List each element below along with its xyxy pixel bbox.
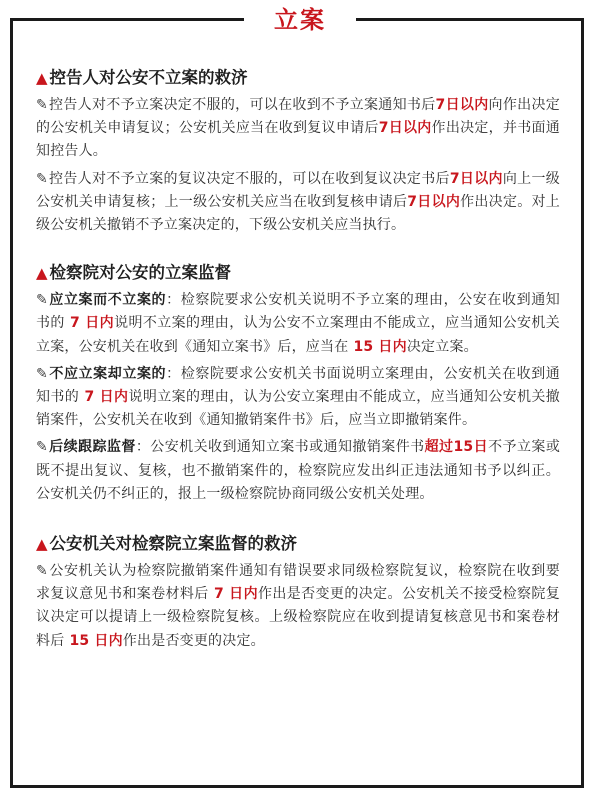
- deadline-highlight: 7 日内: [64, 315, 115, 332]
- text-run: 作出决定。对上级公安机关撤销不予立案决定的，下级公安机关应当执行。: [36, 193, 560, 234]
- text-run: 作出是否变更的决定。: [122, 632, 265, 649]
- section-heading-text: 公安机关对检察院立案监督的救济: [49, 534, 298, 554]
- text-run: ：检察院要求公安机关说明不予立案的理由，公安在收到通知书的: [36, 292, 560, 332]
- triangle-icon: ▲: [36, 264, 48, 283]
- text-run: 控告人对不予立案决定不服的，可以在收到不予立案通知书后: [48, 97, 436, 113]
- paragraph-lead: 后续跟踪监督: [48, 439, 136, 456]
- deadline-highlight: 7日以内: [407, 193, 461, 210]
- text-run: 决定立案。: [406, 338, 478, 355]
- text-run: 说明不立案的理由，认为公安不立案理由不能成立，应当通知公安机关立案，公安机关在收到《通知立案书》后，应当在: [36, 315, 561, 355]
- deadline-highlight: 7日以内: [449, 170, 503, 187]
- section-heading-text: 控告人对公安不立案的救济: [49, 68, 248, 87]
- section-police-remedy: [36, 532, 560, 653]
- paragraph: [36, 560, 560, 653]
- text-run: 作出决定，并书面通知控告人。: [36, 120, 560, 160]
- deadline-highlight: 7日以内: [435, 97, 489, 113]
- pencil-icon: ✎: [36, 439, 48, 456]
- section-heading: [36, 532, 560, 556]
- pencil-icon: ✎: [36, 170, 48, 187]
- deadline-highlight: 15 日内: [348, 338, 407, 355]
- text-run: 不予立案或既不提出复议、复核，也不撤销案件的，检察院应发出纠正违法通知书予以纠正。公安机关仍不纠正的，报上一级检察院协商同级公安机关处理。: [36, 439, 561, 502]
- text-run: 公安机关认为检察院撤销案件通知有错误要求同级检察院复议，检察院在收到要求复议意见书和案卷材料后: [36, 563, 560, 603]
- section-procuratorate-supervision: [36, 261, 560, 506]
- text-run: 向上一级公安机关申请复核；上一级公安机关应当在收到复核申请后: [36, 170, 560, 210]
- deadline-highlight: 超过15日: [424, 439, 489, 456]
- pencil-icon: ✎: [36, 97, 48, 113]
- paragraph: [36, 289, 560, 359]
- paragraph: [36, 436, 560, 506]
- deadline-highlight: 7 日内: [208, 586, 258, 603]
- section-heading: [36, 261, 560, 285]
- section-complainant-remedy: [36, 66, 560, 237]
- section-heading: [36, 66, 560, 90]
- pencil-icon: ✎: [36, 365, 48, 382]
- text-run: ：公安机关收到通知立案书或通知撤销案件书: [135, 439, 425, 456]
- paragraph-lead: 应立案而不立案的: [48, 292, 167, 309]
- deadline-highlight: 7日以内: [378, 120, 432, 137]
- pencil-icon: ✎: [36, 563, 48, 580]
- pencil-icon: ✎: [36, 292, 48, 309]
- triangle-icon: ▲: [36, 69, 48, 87]
- text-run: 向作出决定的公安机关申请复议；公安机关应当在收到复议申请后: [36, 97, 561, 137]
- title-wrap: [0, 2, 600, 38]
- deadline-highlight: 15 日内: [64, 632, 123, 649]
- text-run: 说明立案的理由，认为公安立案理由不能成立，应当通知公安机关撤销案件，公安机关在收到《通知撤销案件书》后，应当立即撤销案件。: [36, 389, 561, 429]
- section-heading-text: 检察院对公安的立案监督: [49, 263, 232, 283]
- deadline-highlight: 7 日内: [79, 389, 129, 406]
- content: [36, 66, 560, 657]
- paragraph: [36, 168, 560, 238]
- paragraph: [36, 363, 560, 433]
- paragraph: [36, 94, 560, 164]
- paragraph-lead: 不应立案却立案的: [48, 365, 167, 382]
- text-run: 控告人对不予立案的复议决定不服的，可以在收到复议决定书后: [48, 170, 450, 187]
- triangle-icon: ▲: [36, 535, 48, 554]
- text-run: ：检察院要求公安机关书面说明立案理由，公安机关在收到通知书的: [36, 365, 560, 406]
- page-title: 立案: [244, 2, 356, 38]
- text-run: 作出是否变更的决定。公安机关不接受检察院复议决定可以提请上一级检察院复核。上级检察院应在收到提请复核意见书和案卷材料后: [36, 586, 560, 649]
